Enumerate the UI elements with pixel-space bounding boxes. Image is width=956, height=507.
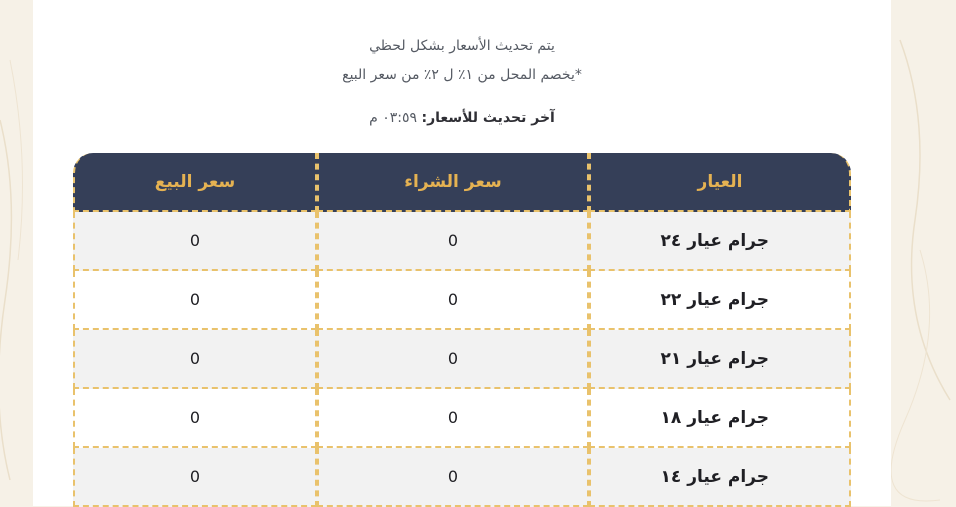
- sell-price-cell: 0: [73, 389, 317, 448]
- price-notes: [33, 34, 891, 92]
- karat-cell: جرام عيار ١٤: [589, 448, 851, 507]
- buy-price-cell: 0: [317, 448, 589, 507]
- prices-panel: [33, 0, 891, 506]
- karat-cell: جرام عيار ٢٤: [589, 212, 851, 271]
- sell-price-cell: 0: [73, 448, 317, 507]
- header-sell-price: سعر البيع: [73, 153, 317, 212]
- table-header-row: [73, 153, 851, 212]
- buy-price-cell: 0: [317, 212, 589, 271]
- buy-price-cell: 0: [317, 330, 589, 389]
- table-row: [73, 212, 851, 271]
- realtime-update-note: يتم تحديث الأسعار بشكل لحظي: [369, 38, 555, 54]
- sell-price-cell: 0: [73, 330, 317, 389]
- karat-cell: جرام عيار ١٨: [589, 389, 851, 448]
- header-buy-price: سعر الشراء: [317, 153, 589, 212]
- last-update-label: آخر تحديث للأسعار:: [421, 110, 555, 126]
- store-deduction-note: *يخصم المحل من ١٪ ل ٢٪ من سعر البيع: [342, 67, 582, 83]
- gold-price-table: [73, 153, 851, 507]
- last-update-value: ٠٣:٥٩ م: [369, 110, 418, 126]
- buy-price-cell: 0: [317, 389, 589, 448]
- karat-cell: جرام عيار ٢٢: [589, 271, 851, 330]
- header-karat: العيار: [589, 153, 851, 212]
- table-row: [73, 448, 851, 507]
- last-update: [33, 110, 891, 126]
- karat-cell: جرام عيار ٢١: [589, 330, 851, 389]
- buy-price-cell: 0: [317, 271, 589, 330]
- table-row: [73, 389, 851, 448]
- sell-price-cell: 0: [73, 212, 317, 271]
- table-row: [73, 330, 851, 389]
- sell-price-cell: 0: [73, 271, 317, 330]
- table-row: [73, 271, 851, 330]
